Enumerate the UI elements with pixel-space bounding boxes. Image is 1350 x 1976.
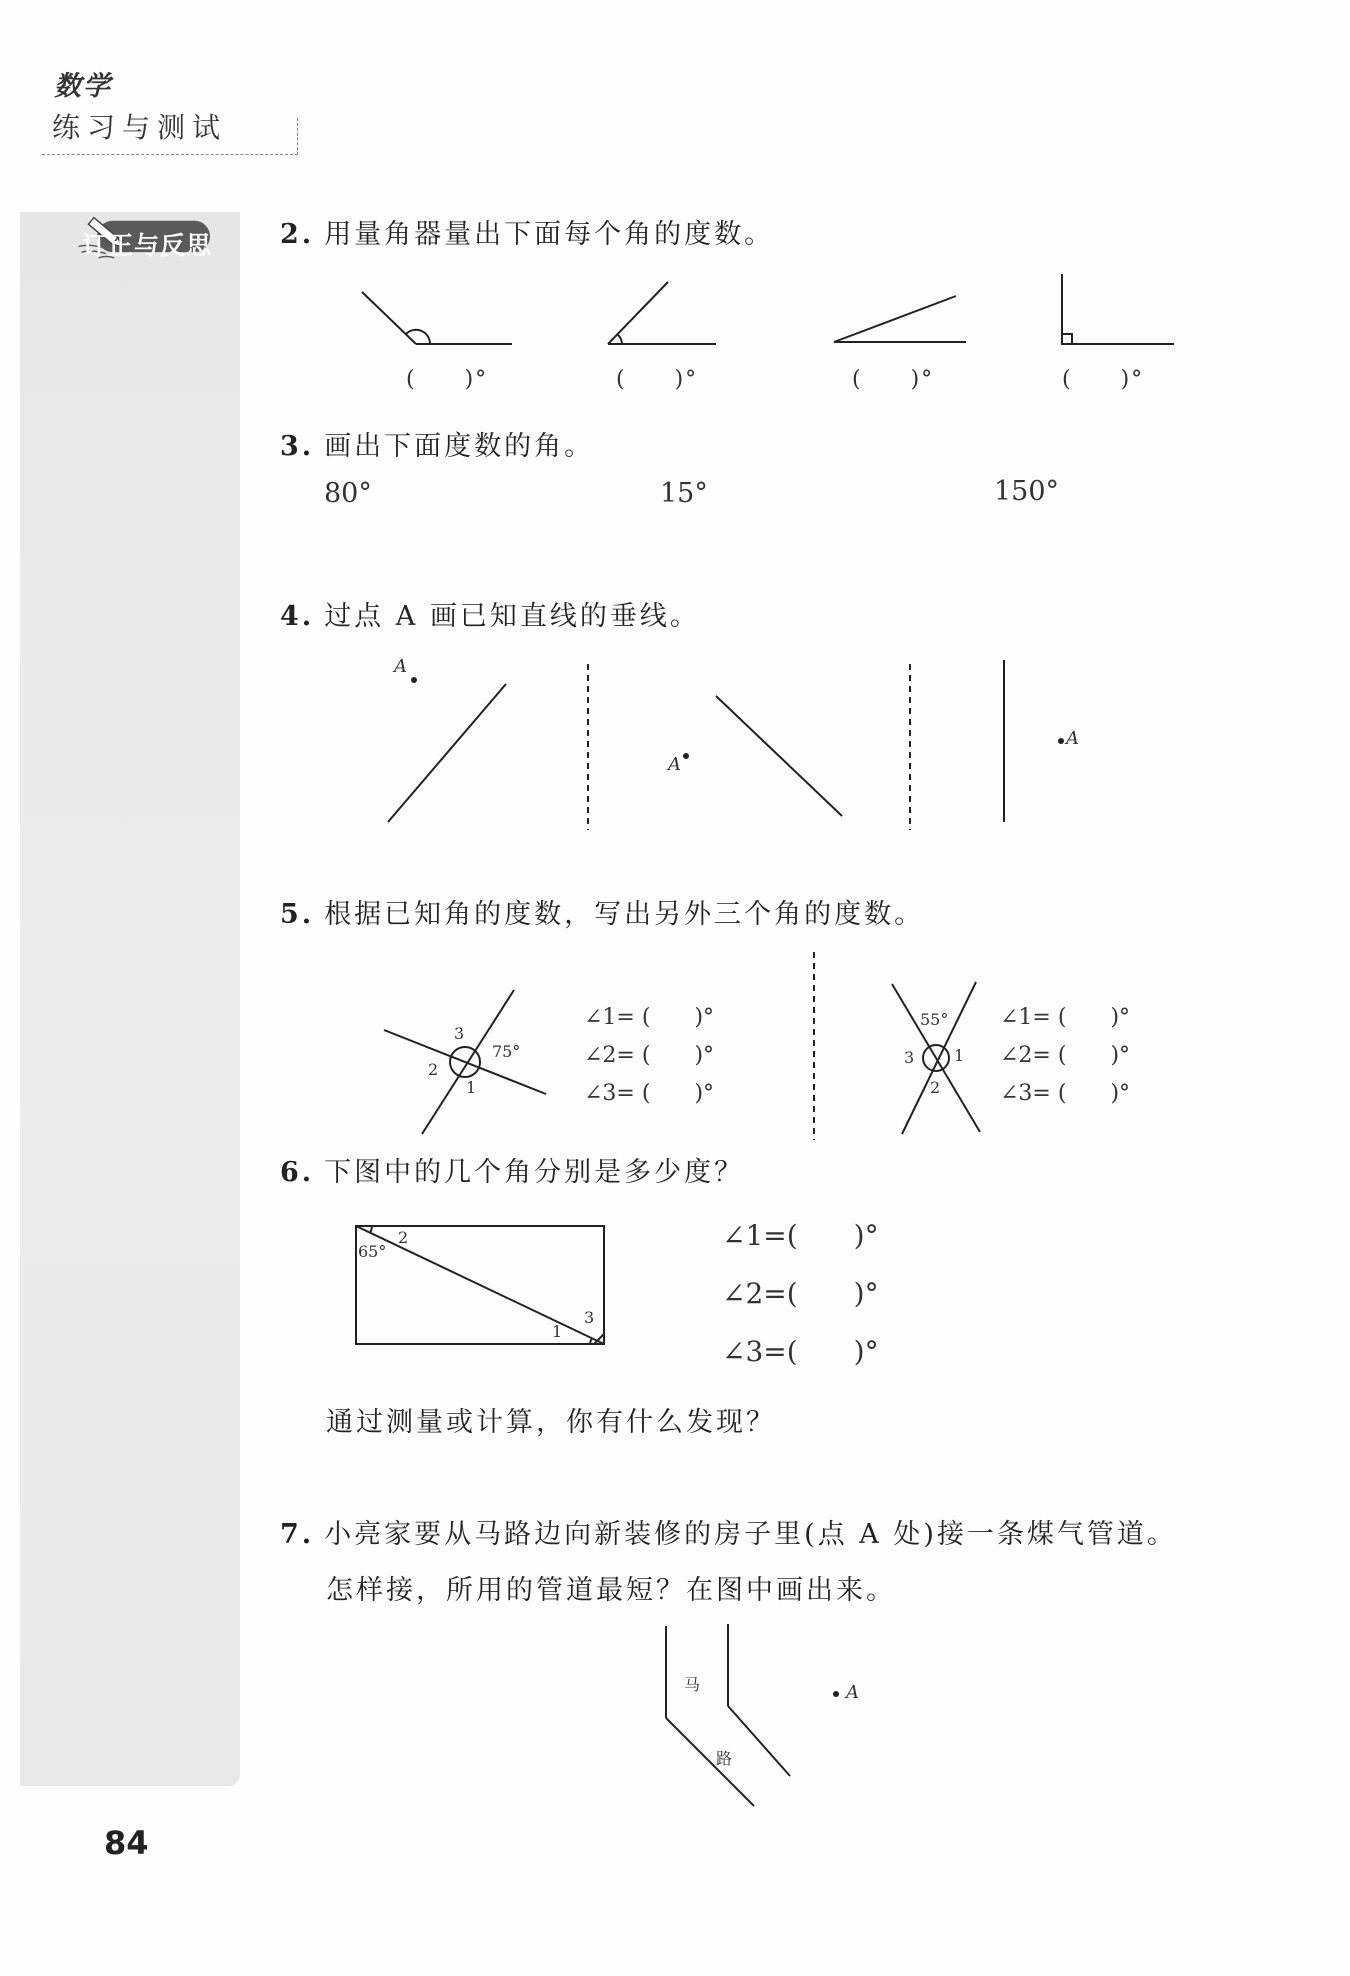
- road-right-lower: [728, 1706, 790, 1776]
- question-4: [280, 594, 700, 633]
- question-text: 根据已知角的度数，写出另外三个角的度数。: [324, 899, 925, 930]
- answer-angle-3[interactable]: ∠3=( )°: [722, 1335, 879, 1368]
- question-3: [280, 424, 594, 463]
- angle-label-3: 3: [454, 1024, 465, 1043]
- q7-road: [666, 1624, 790, 1806]
- degree-150: 150°: [994, 476, 1060, 507]
- q6-rectangle: [356, 1226, 604, 1344]
- point-label: A: [1066, 728, 1079, 749]
- point-a-1: [411, 677, 417, 683]
- q2-angles: [362, 274, 1174, 344]
- degree-80: 80°: [324, 478, 372, 509]
- answer-blank-2[interactable]: ( )°: [616, 367, 699, 392]
- question-number: 7.: [280, 1519, 315, 1550]
- angle-label-1: 1: [552, 1322, 563, 1341]
- point-a-2: [683, 753, 689, 759]
- angle-label-2: 2: [428, 1060, 439, 1079]
- point-label: A: [394, 656, 407, 677]
- question-number: 2.: [280, 219, 315, 250]
- question-number: 4.: [280, 601, 315, 632]
- sidebar-label: 订正与反思: [82, 231, 213, 260]
- answer-blank-4[interactable]: ( )°: [1062, 367, 1145, 392]
- question-text: 下图中的几个角分别是多少度？: [324, 1157, 745, 1188]
- page-number: 84: [104, 1824, 149, 1862]
- question-5: [280, 892, 924, 931]
- book-title: 数学: [54, 71, 112, 102]
- diagonal: [356, 1226, 604, 1344]
- angle-label-3: 3: [904, 1048, 915, 1067]
- answer-angle-1[interactable]: ∠1= ( )°: [584, 1005, 715, 1030]
- question-6: [280, 1150, 744, 1189]
- road-label-2: 路: [716, 1749, 733, 1768]
- angle-label-3: 3: [584, 1308, 595, 1327]
- answer-angle-2[interactable]: ∠2=( )°: [722, 1277, 879, 1310]
- answer-angle-3[interactable]: ∠3= ( )°: [584, 1081, 715, 1106]
- angle-label-2: 2: [398, 1228, 409, 1247]
- angle-3-ray: [834, 296, 956, 342]
- right-angle-mark: [1062, 334, 1072, 344]
- answer-blank-3[interactable]: ( )°: [852, 367, 935, 392]
- angle-label-2: 2: [930, 1078, 941, 1097]
- question-text: 小亮家要从马路边向新装修的房子里(点 A 处)接一条煤气管道。: [324, 1519, 1177, 1550]
- angle-1-ray: [362, 292, 416, 344]
- question-number: 5.: [280, 899, 315, 930]
- answer-angle-1[interactable]: ∠1= ( )°: [1000, 1005, 1131, 1030]
- followup-question: 通过测量或计算，你有什么发现？: [326, 1407, 776, 1438]
- answer-angle-1[interactable]: ∠1=( )°: [722, 1219, 879, 1252]
- book-subtitle: 练习与测试: [52, 111, 228, 144]
- given-angle: 65°: [358, 1242, 387, 1261]
- line-2: [716, 696, 842, 816]
- question-text: 过点 A 画已知直线的垂线。: [324, 601, 700, 632]
- question-text: 用量角器量出下面每个角的度数。: [324, 219, 775, 250]
- point-label: A: [846, 1682, 859, 1703]
- angle-arc-top: [370, 1226, 372, 1233]
- question-text: 画出下面度数的角。: [324, 431, 595, 462]
- question-number: 3.: [280, 431, 315, 462]
- degree-15: 15°: [660, 478, 708, 509]
- angle-label-1: 1: [466, 1078, 477, 1097]
- road-left-lower: [666, 1718, 754, 1806]
- point-label: A: [668, 754, 681, 775]
- given-angle: 55°: [920, 1010, 949, 1029]
- angle-label-1: 1: [954, 1046, 965, 1065]
- answer-blank-1[interactable]: ( )°: [406, 367, 489, 392]
- angle-2-arc: [617, 334, 622, 344]
- q4-lines: [388, 660, 1004, 830]
- line-1: [388, 684, 506, 822]
- answer-angle-2[interactable]: ∠2= ( )°: [584, 1043, 715, 1068]
- question-7-line2: 怎样接，所用的管道最短？在图中画出来。: [326, 1575, 896, 1606]
- q5-left-figure: [384, 990, 546, 1134]
- question-number: 6.: [280, 1157, 315, 1188]
- point-a-house: [833, 1691, 839, 1697]
- point-a-3: [1058, 738, 1064, 744]
- answer-angle-2[interactable]: ∠2= ( )°: [1000, 1043, 1131, 1068]
- road-label-1: 马: [684, 1675, 701, 1694]
- line-a: [384, 1030, 546, 1094]
- given-angle: 75°: [492, 1042, 521, 1061]
- answer-angle-3[interactable]: ∠3= ( )°: [1000, 1081, 1131, 1106]
- question-7: [280, 1512, 1177, 1551]
